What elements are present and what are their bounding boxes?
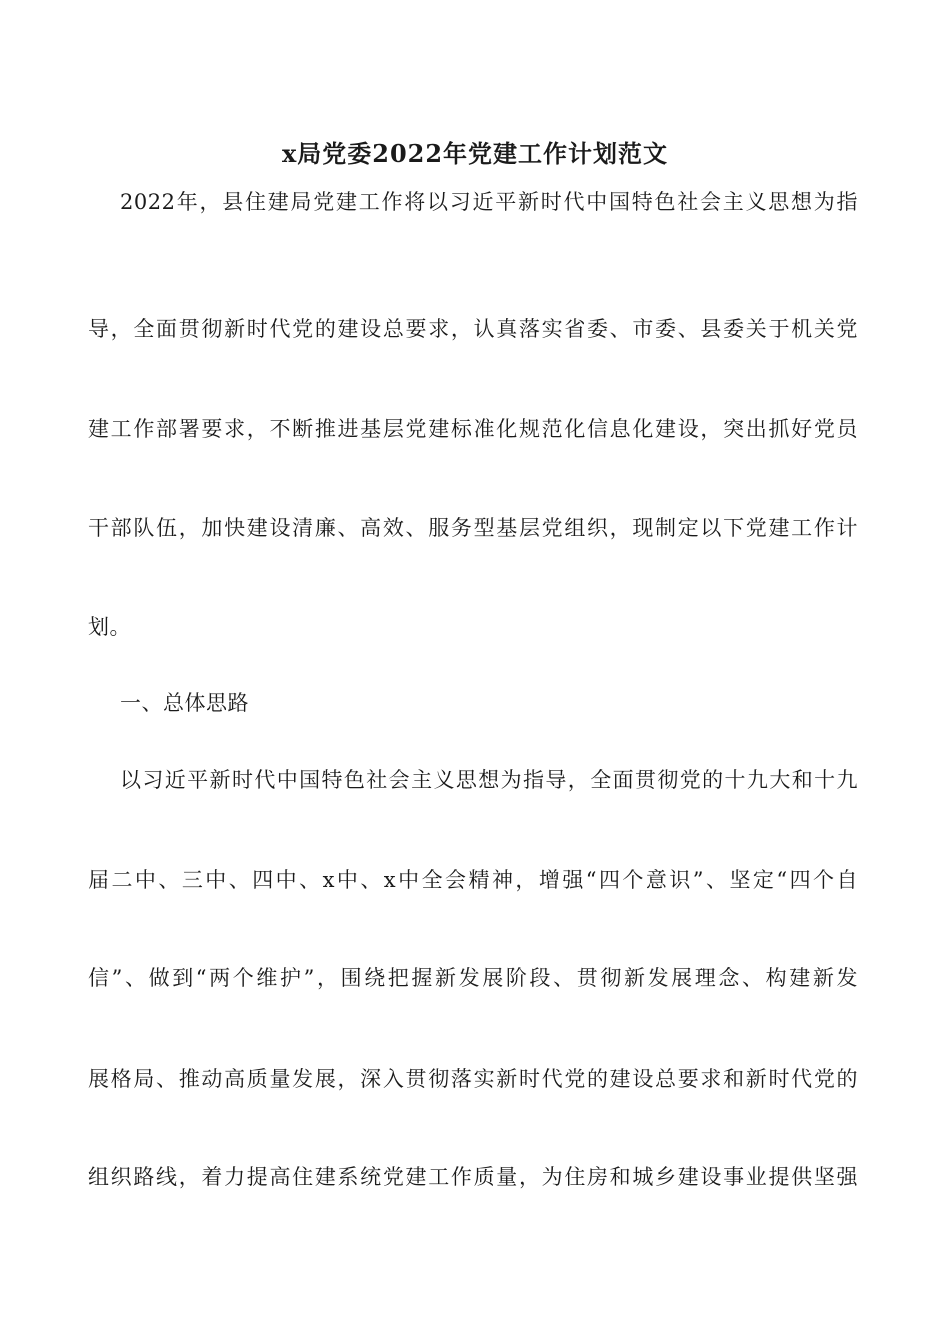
document-title: x局党委2022年党建工作计划范文 [281, 139, 669, 168]
paragraph-line: 干部队伍，加快建设清廉、高效、服务型基层党组织，现制定以下党建工作计 [88, 516, 858, 540]
paragraph-line: 组织路线，着力提高住建系统党建工作质量，为住房和城乡建设事业提供坚强 [88, 1165, 858, 1189]
paragraph-line: 2022年，县住建局党建工作将以习近平新时代中国特色社会主义思想为指 [120, 190, 858, 214]
paragraph-line: 划。 [88, 615, 131, 639]
paragraph-line: 导，全面贯彻新时代党的建设总要求，认真落实省委、市委、县委关于机关党 [88, 317, 858, 341]
paragraph-line: 以习近平新时代中国特色社会主义思想为指导，全面贯彻党的十九大和十九 [120, 768, 858, 792]
paragraph-line: 展格局、推动高质量发展，深入贯彻落实新时代党的建设总要求和新时代党的 [88, 1067, 858, 1091]
paragraph-line: 届二中、三中、四中、x中、x中全会精神，增强“四个意识”、坚定“四个自 [88, 868, 858, 892]
paragraph-line: 信”、做到“两个维护”，围绕把握新发展阶段、贯彻新发展理念、构建新发 [88, 966, 858, 990]
section-heading: 一、总体思路 [120, 691, 249, 715]
paragraph-line: 建工作部署要求，不断推进基层党建标准化规范化信息化建设，突出抓好党员 [88, 417, 858, 441]
